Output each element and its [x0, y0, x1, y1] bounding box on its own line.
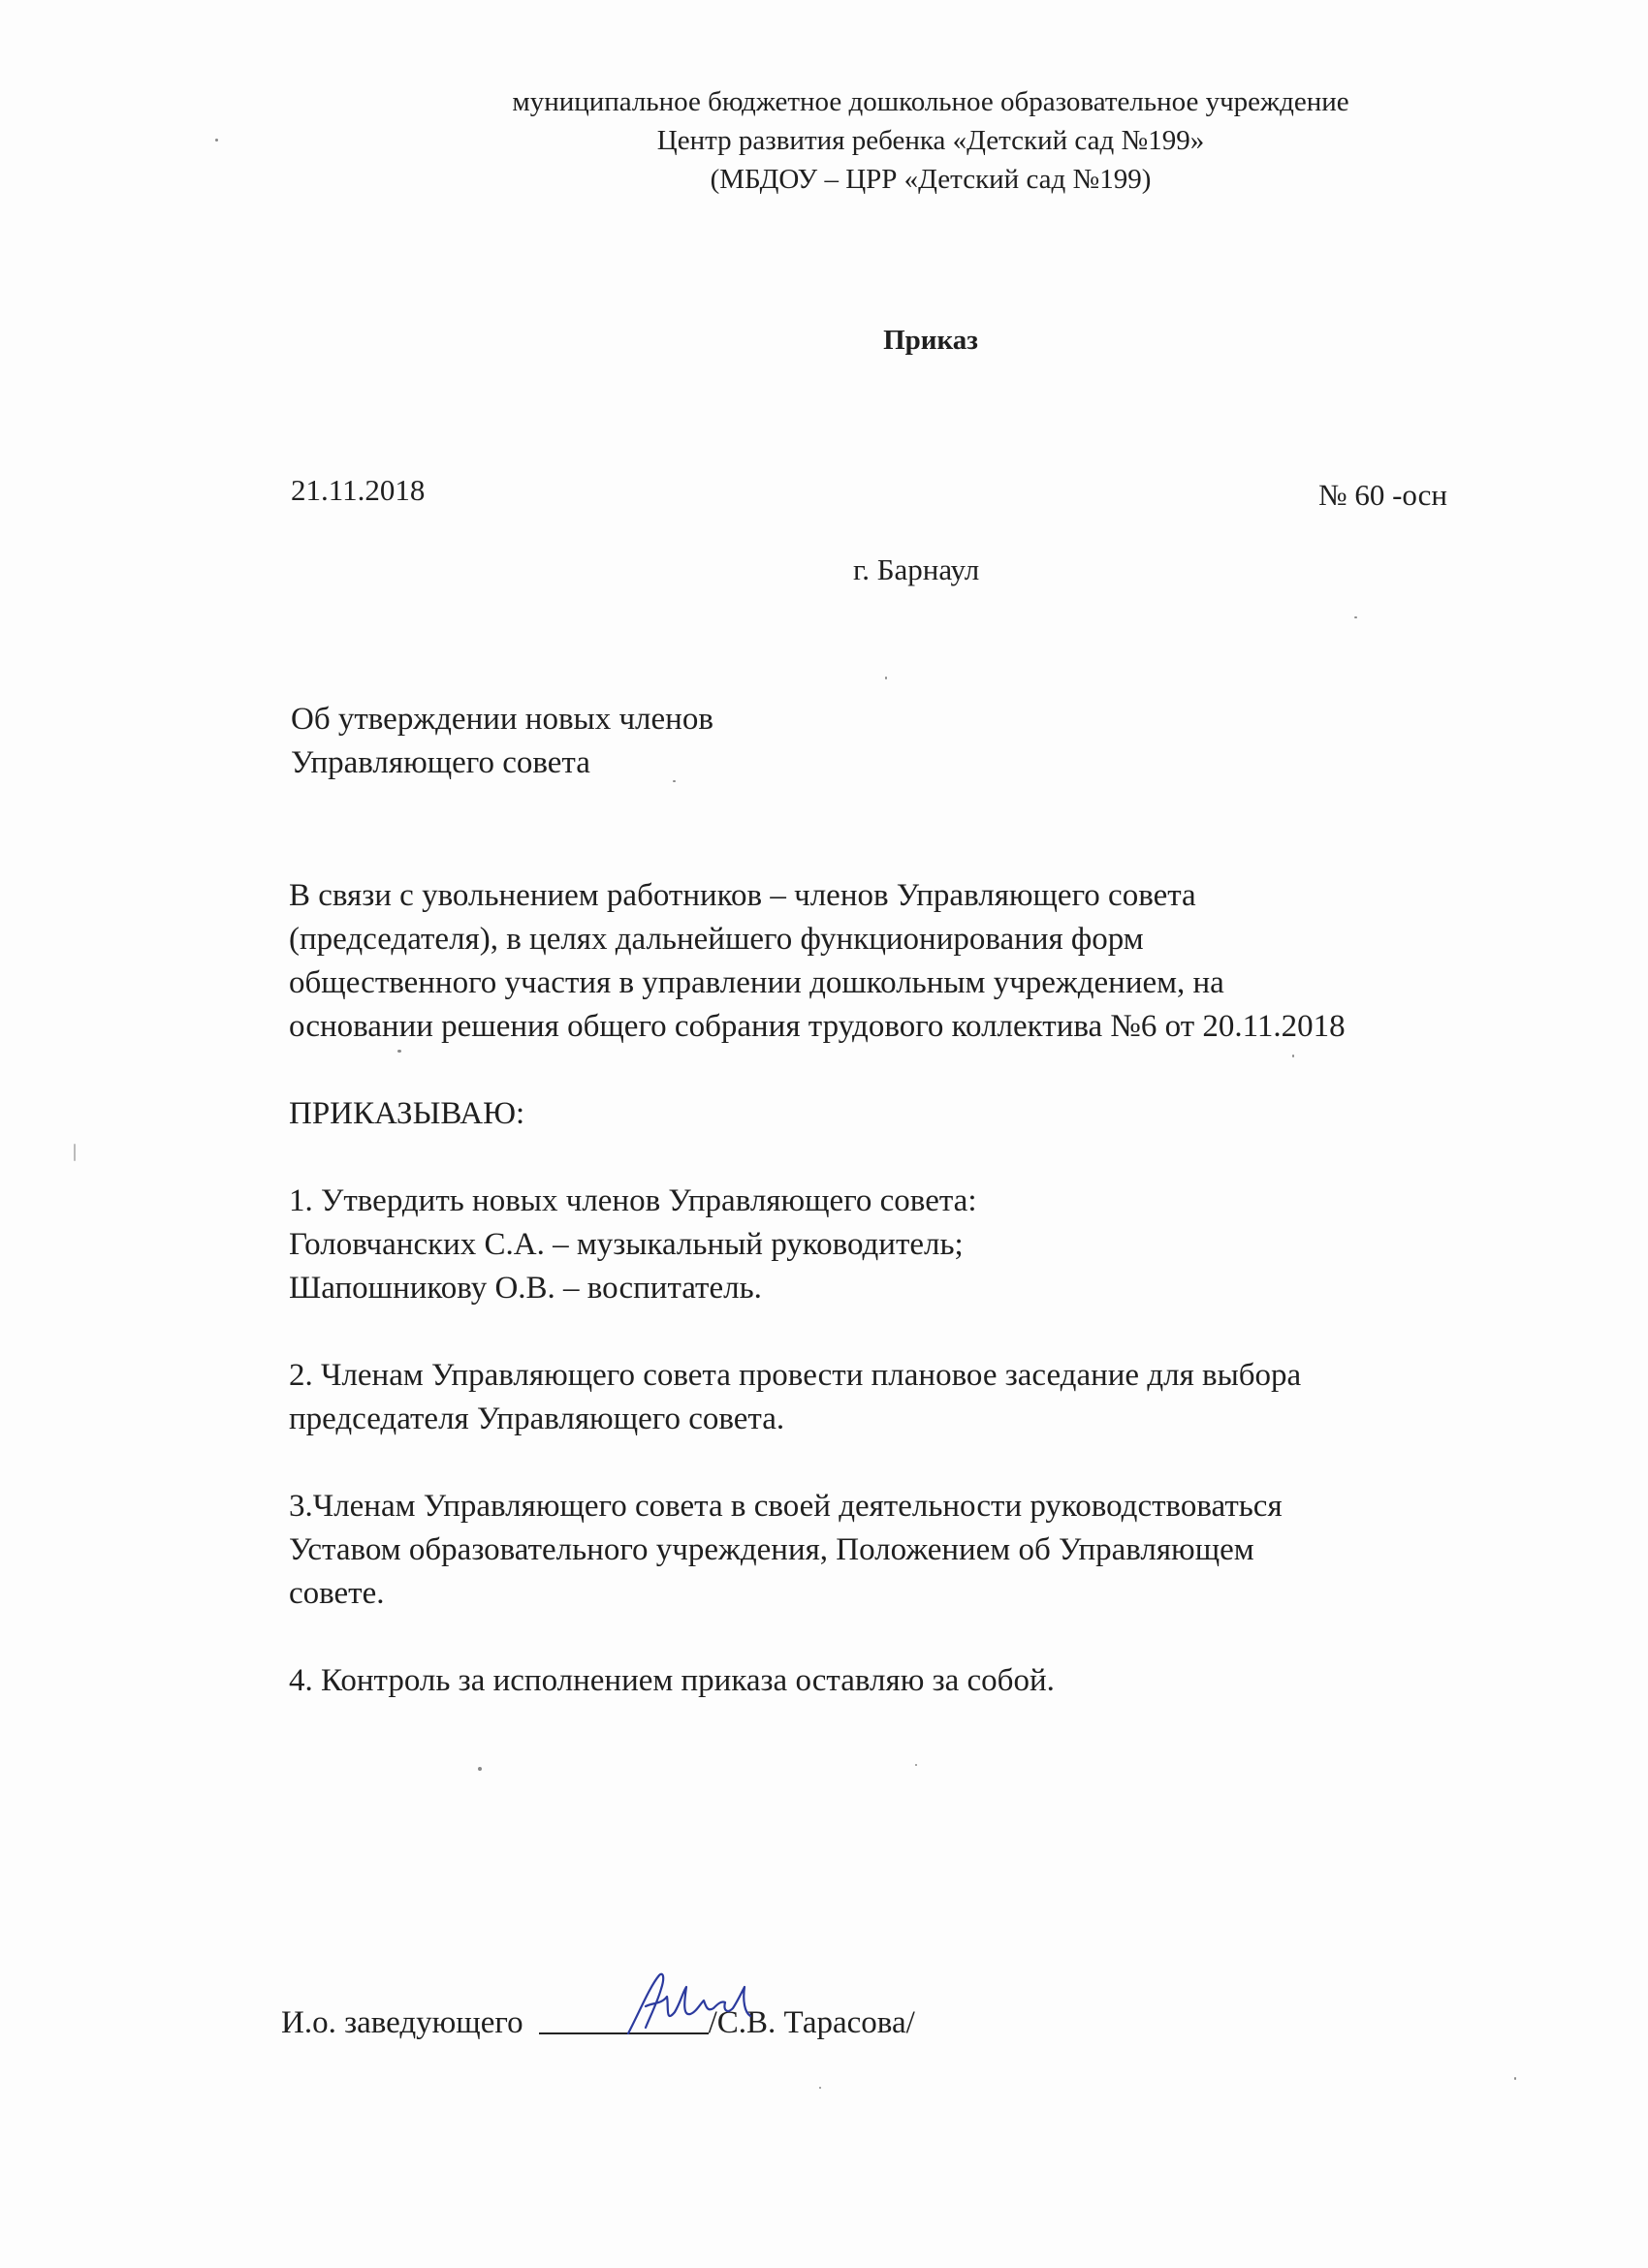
- org-name-line-1: муниципальное бюджетное дошкольное образовательное учреждение: [512, 86, 1349, 117]
- preamble-line-1: В связи с увольнением работников – членов Управляющего совета: [289, 878, 1196, 913]
- item-1-line-3: Шапошникову О.В. – воспитатель.: [289, 1271, 762, 1306]
- item-2-line-1: 2. Членам Управляющего совета провести плановое заседание для выбора: [289, 1358, 1302, 1393]
- org-name-line-2: Центр развития ребенка «Детский сад №199»: [656, 125, 1205, 156]
- item-1-line-1: 1. Утвердить новых членов Управляющего совета:: [289, 1183, 977, 1218]
- scan-speck: [885, 677, 887, 679]
- scan-speck: [1514, 2077, 1516, 2080]
- signatory-position: И.о. заведующего: [281, 2005, 523, 2040]
- scan-speck: [397, 1050, 401, 1053]
- scan-speck: [478, 1767, 482, 1771]
- scan-speck: [1354, 616, 1357, 618]
- subject-line-2: Управляющего совета: [291, 745, 590, 780]
- document-city: г. Барнаул: [853, 552, 980, 586]
- document-title: Приказ: [883, 325, 978, 356]
- scan-speck: [819, 2087, 821, 2089]
- preamble-line-4: основании решения общего собрания трудового коллектива №6 от 20.11.2018: [289, 1009, 1346, 1044]
- signatory-name: /С.В. Тарасова/: [708, 2005, 915, 2040]
- preamble-line-2: (председателя), в целях дальнейшего функционирования форм: [289, 922, 1144, 957]
- scan-speck: [215, 139, 218, 142]
- item-1-line-2: Головчанских С.А. – музыкальный руководитель;: [289, 1227, 964, 1262]
- handwritten-signature-icon: [620, 1968, 766, 2045]
- signature-block: [281, 2001, 915, 2045]
- item-2-line-2: председателя Управляющего совета.: [289, 1402, 785, 1436]
- preamble-line-3: общественного участия в управлении дошкольным учреждением, на: [289, 965, 1224, 1000]
- document-date: 21.11.2018: [291, 473, 426, 507]
- org-name-line-3: (МБДОУ – ЦРР «Детский сад №199): [710, 164, 1152, 195]
- item-3-line-2: Уставом образовательного учреждения, Положением об Управляющем: [289, 1532, 1254, 1567]
- item-3-line-3: совете.: [289, 1576, 385, 1611]
- order-word: ПРИКАЗЫВАЮ:: [289, 1096, 525, 1131]
- document-number: № 60 -осн: [1318, 478, 1448, 512]
- scan-speck: [1292, 1055, 1294, 1057]
- scan-speck: [673, 780, 676, 782]
- item-4-line-1: 4. Контроль за исполнением приказа оставляю за собой.: [289, 1663, 1055, 1698]
- item-3-line-1: 3.Членам Управляющего совета в своей деятельности руководствоваться: [289, 1489, 1283, 1524]
- scan-speck: [915, 1764, 917, 1766]
- scan-speck: [74, 1144, 76, 1161]
- subject-line-1: Об утверждении новых членов: [291, 702, 713, 737]
